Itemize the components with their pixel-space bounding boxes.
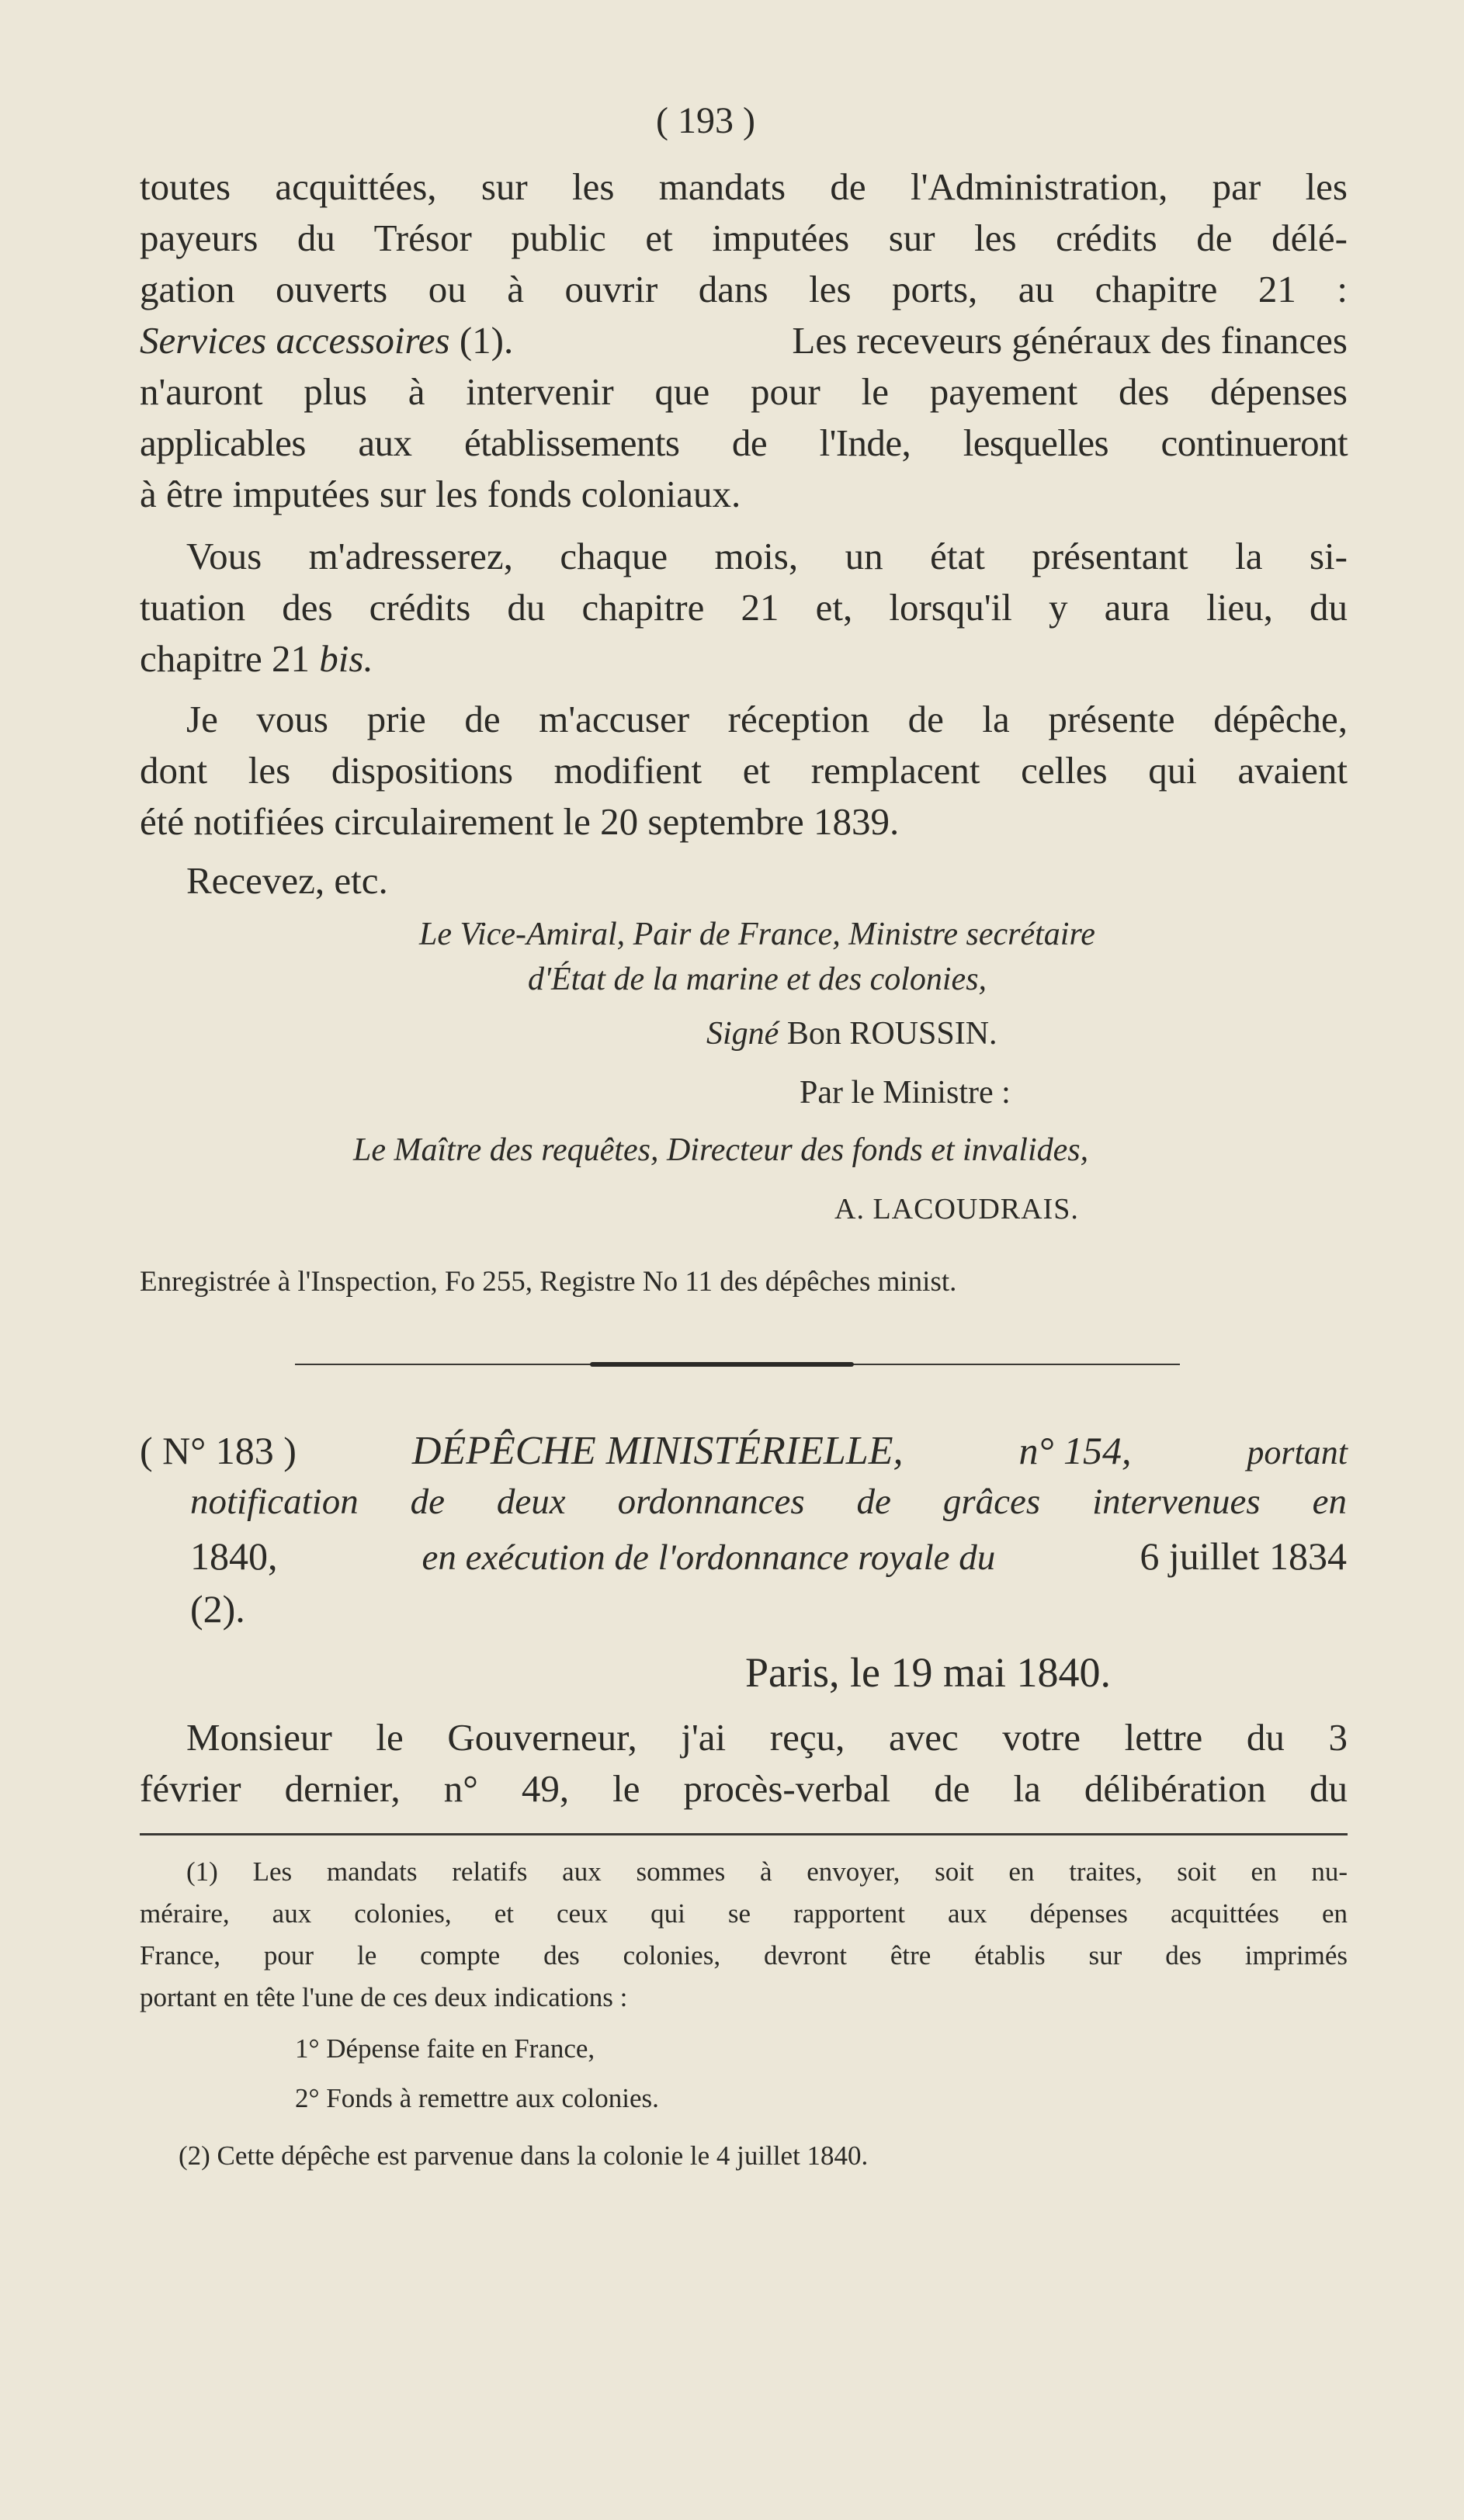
text-line: Je vous prie de m'accuser réception de la présente dépêche,	[186, 698, 1348, 740]
signature-title: Le Vice-Amiral, Pair de France, Ministre secrétaire	[419, 917, 1095, 952]
text-fragment: chapitre 21	[140, 637, 310, 680]
text-line: toutes acquittées, sur les mandats de l'Administration, par les	[140, 165, 1348, 208]
text-line	[140, 636, 373, 681]
footnote-line: France, pour le compte des colonies, devront être établis sur des imprimés	[140, 1940, 1348, 1971]
signature-signed	[706, 1015, 997, 1052]
separator-ornament	[590, 1362, 854, 1367]
per-minister: Par le Ministre :	[800, 1075, 1011, 1111]
text-line: été notifiées circulairement le 20 septembre 1839.	[140, 800, 900, 843]
director-title: Le Maître des requêtes, Directeur des fonds et invalides,	[353, 1132, 1089, 1168]
text-line: dont les dispositions modifient et remplacent celles qui avaient	[140, 749, 1348, 792]
footnote-ref: (1).	[459, 319, 514, 362]
director-name: A. LACOUDRAIS.	[834, 1193, 1079, 1225]
item-heading-line	[190, 1534, 1347, 1579]
item-title-rest: portant	[1247, 1433, 1348, 1471]
footnote-line: (2) Cette dépêche est parvenue dans la colonie le 4 juillet 1840.	[179, 2140, 869, 2171]
registration-note: Enregistrée à l'Inspection, Fo 255, Registre No 11 des dépêches minist.	[140, 1266, 957, 1298]
text-fragment: Les receveurs généraux des finances	[792, 319, 1348, 362]
footnote-item: 2° Fonds à remettre aux colonies.	[295, 2083, 659, 2113]
footnote-line: portant en tête l'une de ces deux indications :	[140, 1982, 628, 2012]
footnote-line: méraire, aux colonies, et ceux qui se rapportent aux dépenses acquittées en	[140, 1898, 1348, 1929]
italic-phrase: en exécution de l'ordonnance royale du	[422, 1537, 996, 1578]
text-line: février dernier, n° 49, le procès-verbal de la délibération du	[140, 1767, 1348, 1810]
footnote-rule	[140, 1833, 1348, 1835]
signed-label: Signé	[706, 1016, 779, 1052]
closing-formula: Recevez, etc.	[186, 859, 388, 902]
item-number: ( N° 183 )	[140, 1429, 297, 1472]
item-heading-line: notification de deux ordonnances de grâces intervenues en	[190, 1482, 1347, 1522]
text-line: payeurs du Trésor public et imputées sur les crédits de délé-	[140, 217, 1348, 259]
page-number: ( 193 )	[656, 100, 755, 141]
italic-phrase: bis.	[319, 637, 373, 680]
signatory-name: Bon ROUSSIN.	[786, 1016, 997, 1052]
text-line: n'auront plus à intervenir que pour le payement des dépenses	[140, 370, 1348, 413]
text-fragment: 1840,	[190, 1534, 278, 1578]
footnote-ref: (2).	[190, 1587, 245, 1631]
dateline: Paris, le 19 mai 1840.	[745, 1649, 1111, 1696]
text-line: à être imputées sur les fonds coloniaux.	[140, 473, 741, 515]
text-line: gation ouverts ou à ouvrir dans les ports, au chapitre 21 :	[140, 268, 1348, 310]
footnote-line: (1) Les mandats relatifs aux sommes à envoyer, soit en traites, soit en nu-	[186, 1856, 1348, 1887]
text-line: Vous m'adresserez, chaque mois, un état présentant la si-	[186, 535, 1348, 577]
item-title-number: n° 154,	[1018, 1429, 1132, 1472]
footnote-item: 1° Dépense faite en France,	[295, 2033, 595, 2064]
italic-phrase: Services accessoires	[140, 319, 450, 362]
signature-title: d'État de la marine et des colonies,	[528, 962, 987, 997]
item-heading	[140, 1428, 1348, 1474]
item-title: DÉPÊCHE MINISTÉRIELLE,	[411, 1429, 904, 1473]
text-line: applicables aux établissements de l'Inde, lesquelles continueront	[140, 421, 1348, 464]
text-line	[140, 318, 1348, 362]
text-fragment: 6 juillet 1834	[1140, 1534, 1347, 1578]
text-line: Monsieur le Gouverneur, j'ai reçu, avec votre lettre du 3	[186, 1716, 1348, 1759]
text-line: tuation des crédits du chapitre 21 et, lorsqu'il y aura lieu, du	[140, 586, 1348, 629]
